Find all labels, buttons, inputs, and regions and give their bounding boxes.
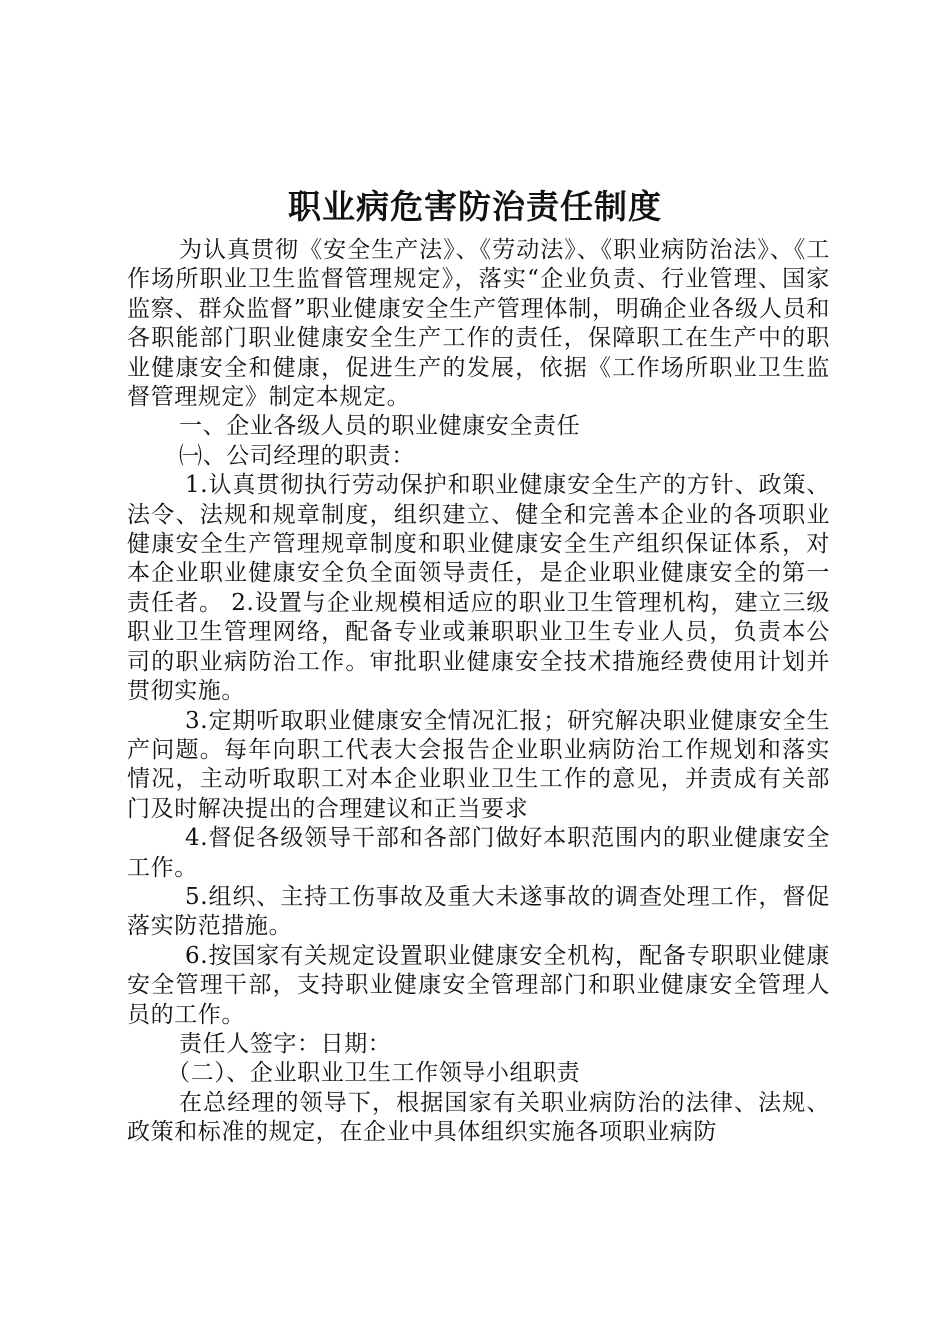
duty-item: 4.督促各级领导干部和各部门做好本职范围内的职业健康安全工作。 — [127, 825, 830, 881]
signature-line: 责任人签字：日期： — [179, 1030, 392, 1057]
duty-item: 3.定期听取职业健康安全情况汇报；研究解决职业健康安全生产问题。每年向职工代表大会报告企业职业病防治工作规划和落实情况，主动听取职工对本企业职业卫生工作的意见，并责成有关部门及时解决提出的合理建议和正当要求 — [127, 707, 830, 822]
duty-item: 6.按国家有关规定设置职业健康安全机构，配备专职职业健康安全管理干部，支持职业健康安全管理部门和职业健康安全管理人员的工作。 — [127, 942, 830, 1028]
intro-paragraph: 为认真贯彻《安全生产法》、《劳动法》、《职业病防治法》、《工作场所职业卫生监督管理规定》，落实“企业负责、行业管理、国家监察、群众监督”职业健康安全生产管理体制，明确企业各级人员和各职能部门职业健康安全生产工作的责任，保障职工在生产中的职业健康安全和健康，促进生产的发展，依据《工作场所职业卫生监督管理规定》制定本规定。 — [127, 237, 830, 411]
duty-item: 1.认真贯彻执行劳动保护和职业健康安全生产的方针、政策、法令、法规和规章制度，组织建立、健全和完善本企业的各项职业健康安全生产管理规章制度和职业健康安全生产组织保证体系，对本企业职业健康安全负全面领导责任，是企业职业健康安全的第一责任者。 2.设置与企业规模相适应的职业卫生管理机构，建立三级职业卫生管理网络，配备专业或兼职职业卫生专业人员，负责本公司的职业病防治工作。审批职业健康安全技术措施经费使用计划并贯彻实施。 — [127, 472, 830, 705]
document-title: 职业病危害防治责任制度 — [288, 187, 662, 226]
body-paragraph: 在总经理的领导下，根据国家有关职业病防治的法律、法规、政策和标准的规定，在企业中具体组织实施各项职业病防 — [127, 1089, 830, 1146]
document-body — [127, 236, 830, 1148]
section-heading: 一、企业各级人员的职业健康安全责任 — [179, 413, 581, 440]
subsection-heading: （二）、企业职业卫生工作领导小组职责 — [167, 1060, 581, 1087]
duty-item: 5.组织、主持工伤事故及重大未遂事故的调查处理工作，督促落实防范措施。 — [127, 883, 830, 940]
subsection-heading: ㈠、公司经理的职责： — [179, 442, 415, 469]
